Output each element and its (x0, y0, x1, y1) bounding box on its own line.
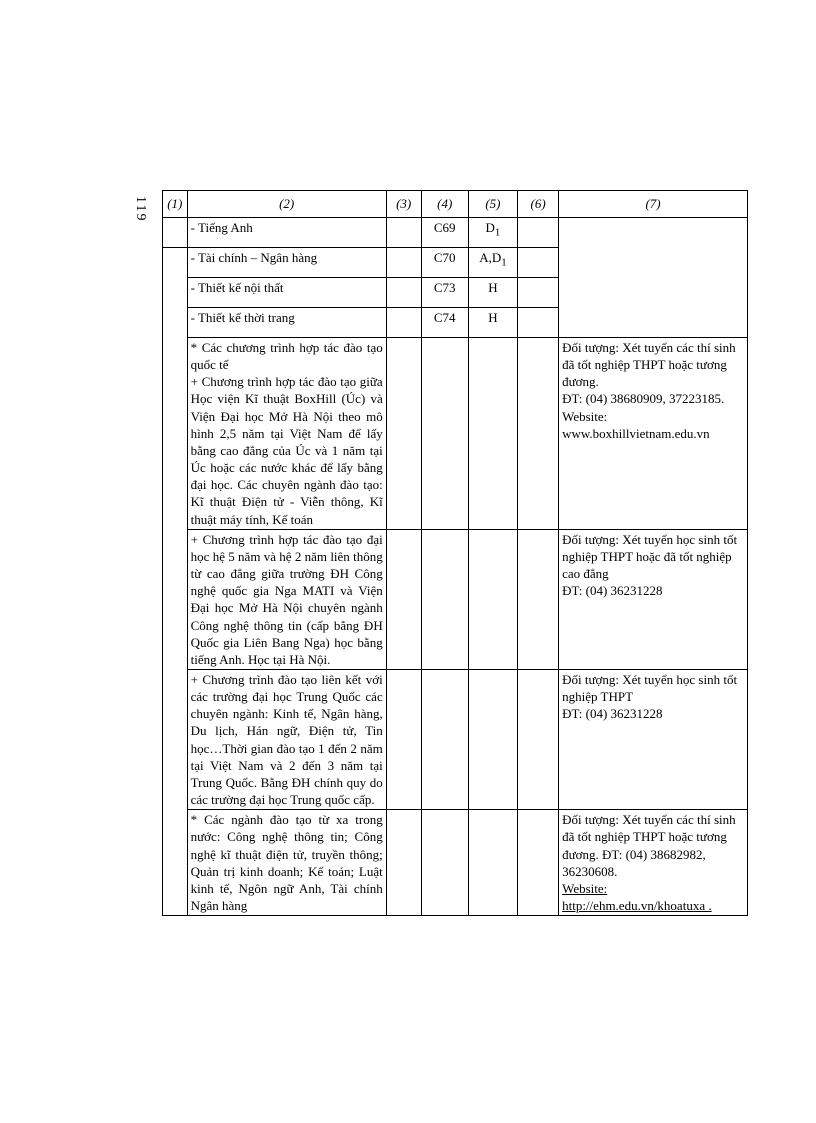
exam-block-sub: 1 (501, 256, 507, 269)
admissions-table (162, 190, 748, 916)
header-row (163, 191, 748, 218)
major-code-cell: C73 (421, 278, 468, 308)
program-row (163, 810, 748, 916)
page-number: 119 (133, 196, 148, 223)
col3-cell (386, 810, 421, 916)
col1-cell (163, 248, 188, 916)
header-col-3: (3) (386, 191, 421, 218)
col6-cell (518, 338, 559, 530)
header-col-4: (4) (421, 191, 468, 218)
program-note (559, 669, 748, 809)
program-row (163, 529, 748, 669)
col4-cell (421, 810, 468, 916)
exam-block-cell (468, 248, 517, 278)
note-line: Đối tượng: Xét tuyển học sinh tốt nghiệp THPT hoặc đã tốt nghiệp cao đẳng (562, 531, 738, 582)
col3-cell (386, 338, 421, 530)
header-col-2: (2) (187, 191, 386, 218)
header-col-5: (5) (468, 191, 517, 218)
col4-cell (421, 338, 468, 530)
program-row (163, 669, 748, 809)
program-note (559, 338, 748, 530)
col4-cell (421, 669, 468, 809)
program-note (559, 529, 748, 669)
col3-cell (386, 278, 421, 308)
col5-cell (468, 810, 517, 916)
col3-cell (386, 308, 421, 338)
exam-block-main: D (485, 220, 495, 235)
website-link[interactable]: Website: http://ehm.edu.vn/khoatuxa . (562, 880, 712, 913)
program-description: * Các ngành đào tạo từ xa trong nước: Công nghệ thông tin; Công nghệ kĩ thuật điện tử, truyền thông; Quản trị kinh doanh; Kế toán; Luật kinh tế, Ngôn ngữ Anh, Tài chính Ngân hàng (187, 810, 386, 916)
program-description (187, 338, 386, 530)
col6-cell (518, 669, 559, 809)
program-description: + Chương trình đào tạo liên kết với các trường đại học Trung Quốc các chuyên ngành: Kinh tế, Ngân hàng, Du lịch, Hán ngữ, Điện tử, Tin học…Thời gian đào tạo 1 đến 2 năm tại Việt Nam và 2 đến 3 năm tại Trung Quốc. Bằng ĐH chính quy do các trường đại học Trung quốc cấp. (187, 669, 386, 809)
major-name-cell: - Tiếng Anh (187, 218, 386, 248)
col6-cell (518, 529, 559, 669)
exam-block-main: A,D (479, 250, 502, 265)
program-row (163, 338, 748, 530)
col6-cell (518, 218, 559, 248)
note-line: ĐT: (04) 38680909, 37223185. (562, 391, 725, 407)
header-col-1: (1) (163, 191, 188, 218)
col1-cell (163, 218, 188, 248)
note-line: Đối tượng: Xét tuyển các thí sinh đã tốt nghiệp THPT hoặc tương đương. (562, 340, 736, 390)
col3-cell (386, 248, 421, 278)
major-code-cell: C69 (421, 218, 468, 248)
note-line: Website: www.boxhillvietnam.edu.vn (562, 408, 710, 441)
exam-block-cell (468, 218, 517, 248)
program-description: + Chương trình hợp tác đào tạo đại học hệ 5 năm và hệ 2 năm liên thông từ cao đẳng giữa trường ĐH Công nghệ quốc gia Nga MATI và Viện Đại học Mở Hà Nội chuyên ngành Công nghệ thông tin (cấp bằng ĐH Quốc gia Liên Bang Nga) học bằng tiếng Anh. Học tại Hà Nội. (187, 529, 386, 669)
header-col-6: (6) (518, 191, 559, 218)
col6-cell (518, 308, 559, 338)
col3-cell (386, 218, 421, 248)
major-name-cell: - Tài chính – Ngân hàng (187, 248, 386, 278)
col3-cell (386, 529, 421, 669)
major-name-cell: - Thiết kế thời trang (187, 308, 386, 338)
col6-cell (518, 248, 559, 278)
note-line: ĐT: (04) 36231228 (562, 706, 663, 722)
program-note (559, 810, 748, 916)
table-row (163, 218, 748, 248)
major-code-cell: C74 (421, 308, 468, 338)
note-line: ĐT: (04) 36231228 (562, 583, 663, 599)
program-description-text: * Các chương trình hợp tác đào tạo quốc tế + Chương trình hợp tác đào tạo giữa Học viện Kĩ thuật BoxHill (Úc) và Viện Đại học Mở Hà Nội theo mô hình 2,5 năm tại Việt Nam để lấy bằng cao đẳng của Úc và 1 năm tại Úc hoặc các nước khác để lấy bằng đại học. Các chuyên ngành đào tạo: Kĩ thuật Điện tử - Viễn thông, Kĩ thuật máy tính, Kế toán (190, 340, 383, 527)
major-name-cell: - Thiết kế nội thất (187, 278, 386, 308)
note-cell (559, 218, 748, 338)
col3-cell (386, 669, 421, 809)
exam-block-cell: H (468, 278, 517, 308)
exam-block-cell: H (468, 308, 517, 338)
col6-cell (518, 278, 559, 308)
major-code-cell: C70 (421, 248, 468, 278)
col5-cell (468, 529, 517, 669)
col6-cell (518, 810, 559, 916)
note-line: Đối tượng: Xét tuyển học sinh tốt nghiệp THPT (562, 671, 738, 705)
note-line: Đối tượng: Xét tuyển các thí sinh đã tốt nghiệp THPT hoặc tương đương. ĐT: (04) 38682982, 36230608. (562, 812, 736, 879)
col4-cell (421, 529, 468, 669)
exam-block-sub: 1 (494, 226, 501, 239)
col5-cell (468, 669, 517, 809)
col5-cell (468, 338, 517, 530)
header-col-7: (7) (559, 191, 748, 218)
